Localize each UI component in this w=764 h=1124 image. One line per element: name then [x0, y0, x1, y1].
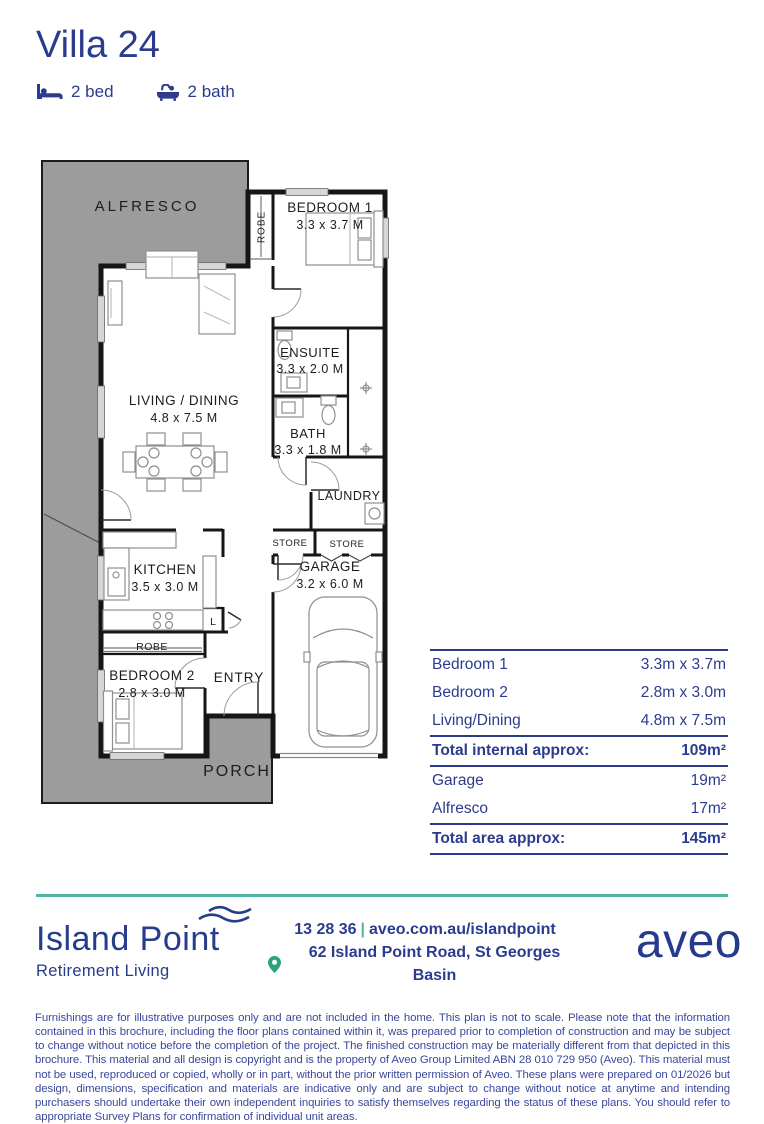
footer-divider [36, 894, 728, 897]
room-label-porch: PORCH [203, 763, 271, 780]
page-title: Villa 24 [36, 24, 160, 66]
row-label: Garage [432, 772, 484, 789]
location-pin-icon [268, 956, 281, 973]
bed-spec [37, 82, 114, 102]
room-label-garage: GARAGE [299, 559, 361, 574]
room-dims-bath: 3.3 x 1.8 M [274, 443, 342, 457]
row-label: Bedroom 1 [432, 656, 508, 673]
room-label-robe2: ROBE [136, 641, 168, 653]
row-value: 19m² [690, 772, 726, 789]
aveo-logo: aveo [635, 915, 742, 968]
spec-row [37, 82, 235, 102]
table-row-total-area [430, 825, 728, 853]
bath-spec [156, 82, 235, 102]
table-row [430, 795, 728, 823]
table-row [430, 651, 728, 679]
bath-label: 2 bath [187, 82, 235, 101]
room-label-store-left: STORE [272, 538, 308, 549]
room-label-living: LIVING / DINING [128, 393, 240, 408]
room-label-bedroom1: BEDROOM 1 [287, 200, 373, 215]
row-label: Alfresco [432, 800, 488, 817]
room-dims-bedroom2: 2.8 x 3.0 M [118, 686, 186, 700]
row-label: Total internal approx: [432, 742, 590, 759]
room-label-laundry: LAUNDRY [317, 489, 381, 503]
table-row [430, 679, 728, 707]
room-dims-living: 4.8 x 7.5 M [150, 411, 218, 425]
room-label-store-right: STORE [329, 539, 365, 550]
phone-number: 13 28 36 [294, 921, 357, 938]
row-value: 3.3m x 3.7m [640, 656, 726, 673]
brand-name: Island Point [36, 920, 220, 958]
row-value: 4.8m x 7.5m [640, 712, 726, 729]
row-label: Bedroom 2 [432, 684, 508, 701]
separator: | [360, 921, 366, 938]
table-row [430, 767, 728, 795]
room-label-linen: L [210, 616, 216, 628]
row-value: 17m² [690, 800, 726, 817]
contact-block [268, 918, 582, 987]
room-label-kitchen: KITCHEN [133, 562, 197, 577]
row-value: 145m² [681, 830, 726, 847]
disclaimer-text: Furnishings are for illustrative purposes only and are not included in the home. This plan is not to scale. Please note that the information contained in this brochure, including the floor plans contained within it, was prepared prior to completion of construction and may be subject to change without notice before the completion of the project. The finished construction may be materially different from that depicted in this brochure. This material and all design is copyright and is the property of Aveo Group Limited ABN 28 010 729 950 (Aveo). This material must not be used, reproduced or copied, wholly or in part, without the prior written permission of Aveo. These plans were prepared on 01/2026 but design, dimensions, specification and materials are indicative only and are subject to change without notice at anytime and intending purchasers should undertake their own independent inquiries to satisfy themselves regarding the status of these plans. You should refer to appropriate Survey Plans for confirmation of individual unit areas. [35, 1012, 730, 1123]
island-point-logo [36, 920, 220, 981]
room-dims-garage: 3.2 x 6.0 M [296, 577, 364, 591]
floor-plan [30, 150, 400, 830]
area-table [430, 649, 728, 855]
contact-line-2 [268, 941, 582, 987]
room-label-bedroom2: BEDROOM 2 [109, 668, 195, 683]
room-label-entry: ENTRY [213, 670, 265, 685]
brand-tagline: Retirement Living [36, 962, 170, 980]
website-url: aveo.com.au/islandpoint [369, 921, 556, 938]
bath-icon [156, 84, 180, 101]
bed-icon [37, 84, 63, 100]
room-label-robe1: ROBE [256, 210, 268, 244]
room-dims-kitchen: 3.5 x 3.0 M [131, 580, 199, 594]
room-dims-ensuite: 3.3 x 2.0 M [276, 362, 344, 376]
room-label-ensuite: ENSUITE [280, 345, 340, 360]
table-row [430, 707, 728, 735]
row-label: Total area approx: [432, 830, 566, 847]
row-value: 2.8m x 3.0m [640, 684, 726, 701]
contact-line-1 [268, 918, 582, 941]
row-label: Living/Dining [432, 712, 521, 729]
room-dims-bedroom1: 3.3 x 3.7 M [296, 218, 364, 232]
bed-label: 2 bed [71, 82, 114, 101]
table-row-total-internal [430, 737, 728, 765]
address-text: 62 Island Point Road, St Georges Basin [308, 944, 561, 984]
room-label-alfresco: ALFRESCO [94, 198, 200, 215]
row-value: 109m² [681, 742, 726, 759]
room-label-bath: BATH [290, 426, 326, 441]
